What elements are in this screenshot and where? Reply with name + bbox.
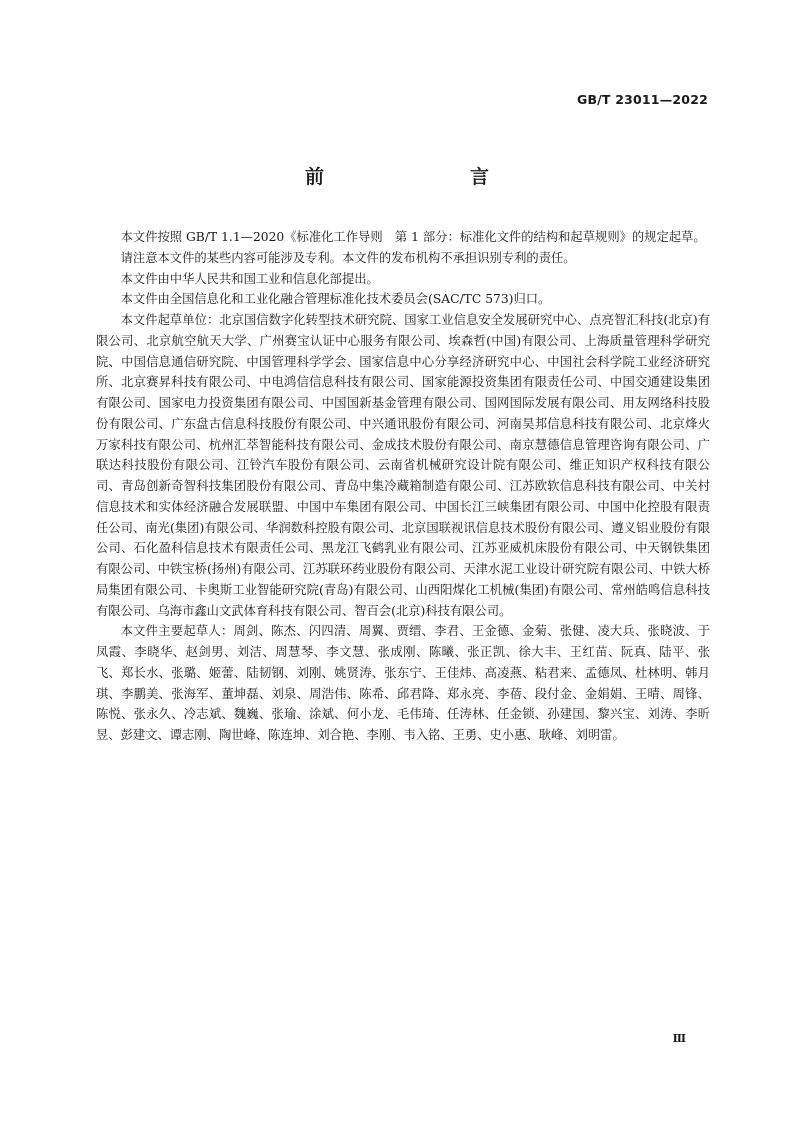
paragraph-drafting-rules: 本文件按照 GB/T 1.1—2020《标准化工作导则 第 1 部分：标准化文件的结构和起草规则》的规定起草。 — [120, 230, 706, 244]
paragraph-patent-notice: 请注意本文件的某些内容可能涉及专利。本文件的发布机构不承担识别专利的责任。 — [120, 250, 576, 265]
paragraph-proposer: 本文件由中华人民共和国工业和信息化部提出。 — [120, 271, 379, 286]
paragraph-drafters: 本文件主要起草人：周剑、陈杰、闪四清、周翼、贾缙、李君、王金德、金菊、张健、凌大兵、张晓波、于凤霞、李晓华、赵剑男、刘洁、周慧琴、李文慧、张成刚、陈曦、张正凯、徐大丰、王红苗、阮真、陆平、张飞、郑长水、张璐、姬蕾、陆韧钢、刘刚、姚贤涛、张东宁、王佳炜、高凌燕、粘君来、孟德凤、杜林明、韩月琪、李鹏美、张海军、董坤磊、刘泉、周浩伟、陈希、邱君降、郑永亮、李蓓、段付金、金娟娟、王晴、周锋、陈悦、张永久、冷志斌、魏巍、张瑜、涂斌、何小龙、毛伟琦、任涛林、任金锁、孙建国、黎兴宝、刘涛、李昕昱、彭建文、谭志刚、陶世峰、陈连坤、刘合艳、李刚、韦入铭、王勇、史小惠、耿峰、刘明雷。 — [96, 624, 710, 742]
paragraph-drafting-units: 本文件起草单位：北京国信数字化转型技术研究院、国家工业信息安全发展研究中心、点亮智汇科技(北京)有限公司、北京航空航天大学、广州赛宝认证中心服务有限公司、埃森哲(中国)有限公司、上海质量管理科学研究院、中国信息通信研究院、中国管理科学学会、国家信息中心分享经济研究中心、中国社会科学院工业经济研究所、北京赛昇科技有限公司、中电鸿信信息科技有限公司、国家能源投资集团有限责任公司、中国交通建设集团有限公司、国家电力投资集团有限公司、中国国新基金管理有限公司、国网国际发展有限公司、用友网络科技股份有限公司、广东盘古信息科技股份有限公司、中兴通讯股份有限公司、河南昊邦信息科技有限公司、北京烽火万家科技有限公司、杭州汇萃智能科技有限公司、金成技术股份有限公司、南京慧德信息管理咨询有限公司、广联达科技股份有限公司、江铃汽车股份有限公司、云南省机械研究设计院有限公司、维正知识产权科技有限公司、青岛创新奇智科技集团股份有限公司、青岛中集冷藏箱制造有限公司、江苏欧软信息科技有限公司、中关村信息技术和实体经济融合发展联盟、中国中车集团有限公司、中国长江三峡集团有限公司、中国中化控股有限责任公司、南光(集团)有限公司、华润数科控股有限公司、北京国联视讯信息技术股份有限公司、遵义铝业股份有限公司、石化盈科信息技术有限责任公司、黑龙江飞鹤乳业有限公司、江苏亚威机床股份有限公司、中天钢铁集团有限公司、中铁宝桥(扬州)有限公司、江苏联环药业股份有限公司、天津水泥工业设计研究院有限公司、中铁大桥局集团有限公司、卡奥斯工业智能研究院(青岛)有限公司、山西阳煤化工机械(集团)有限公司、常州皓鸣信息科技有限公司、乌海市鑫山文武体育科技有限公司、智百会(北京)科技有限公司。 — [96, 313, 710, 618]
foreword-body — [96, 227, 710, 746]
standard-code: GB/T 23011—2022 — [576, 92, 708, 107]
page-number: Ⅲ — [672, 1032, 686, 1045]
paragraph-committee: 本文件由全国信息化和工业化融合管理标准化技术委员会(SAC/TC 573)归口。 — [120, 292, 551, 307]
page-title: 前 言 — [304, 166, 525, 188]
